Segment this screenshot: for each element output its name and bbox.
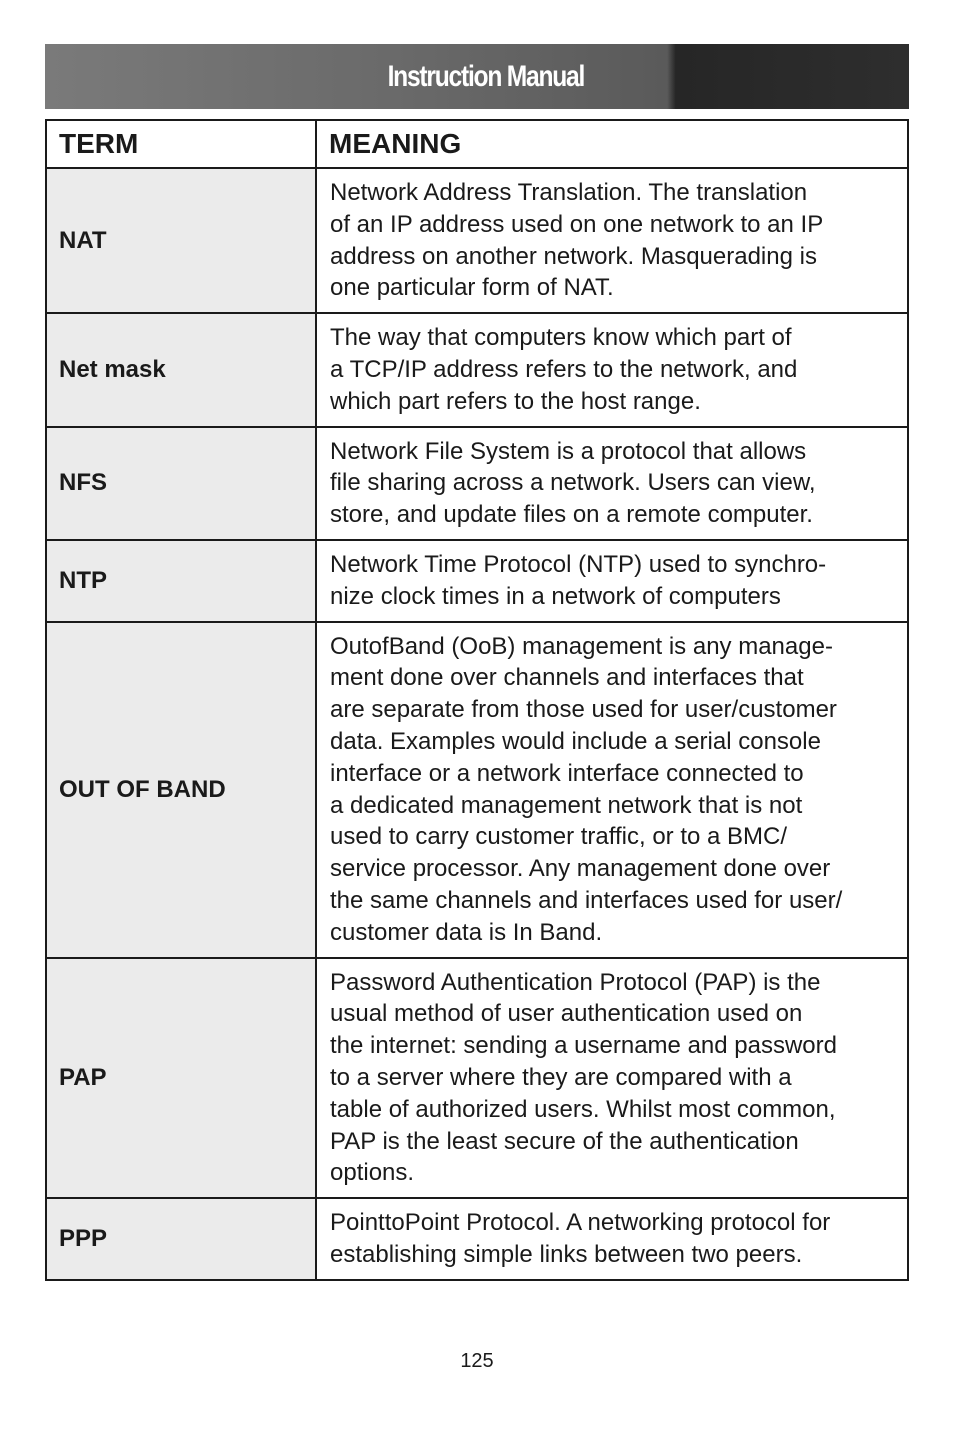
term-cell: OUT OF BAND xyxy=(46,622,316,958)
table-row xyxy=(46,1198,908,1280)
manual-title: Instruction Manual xyxy=(387,59,585,93)
meaning-cell: Network Address Translation. The translation of an IP address used on one network to an IP address on another network. Masquerading is one particular form of NAT. xyxy=(316,168,908,313)
term-cell: NAT xyxy=(46,168,316,313)
table-row xyxy=(46,540,908,622)
glossary-table xyxy=(45,119,909,1281)
column-header-term: TERM xyxy=(46,120,316,168)
page-number: 125 xyxy=(460,1350,494,1372)
table-row xyxy=(46,313,908,426)
table-header-row xyxy=(46,120,908,168)
manual-header-bar xyxy=(45,44,909,109)
meaning-cell: Network File System is a protocol that allows file sharing across a network. Users can view, store, and update files on a remote computer. xyxy=(316,427,908,540)
table-row xyxy=(46,168,908,313)
table-row xyxy=(46,427,908,540)
column-header-meaning: MEANING xyxy=(316,120,908,168)
meaning-cell: PointtoPoint Protocol. A networking protocol for establishing simple links between two peers. xyxy=(316,1198,908,1280)
meaning-cell: OutofBand (OoB) management is any manage- ment done over channels and interfaces that are separate from those used for user/customer data. Examples would include a serial console interface or a network interface connected to a dedicated management network that is not used to carry customer traffic, or to a BMC/ service processor. Any management done over the same channels and interfaces used for user/ customer data is In Band. xyxy=(316,622,908,958)
meaning-cell: Password Authentication Protocol (PAP) is the usual method of user authentication used on the internet: sending a username and password to a server where they are compared with a table of authorized users. Whilst most common, PAP is the least secure of the authentication options. xyxy=(316,958,908,1199)
meaning-cell: The way that computers know which part of a TCP/IP address refers to the network, and which part refers to the host range. xyxy=(316,313,908,426)
term-cell: PPP xyxy=(46,1198,316,1280)
table-row xyxy=(46,622,908,958)
term-cell: NTP xyxy=(46,540,316,622)
term-cell: PAP xyxy=(46,958,316,1199)
term-cell: NFS xyxy=(46,427,316,540)
meaning-cell: Network Time Protocol (NTP) used to synchro- nize clock times in a network of computers xyxy=(316,540,908,622)
term-cell: Net mask xyxy=(46,313,316,426)
table-row xyxy=(46,958,908,1199)
